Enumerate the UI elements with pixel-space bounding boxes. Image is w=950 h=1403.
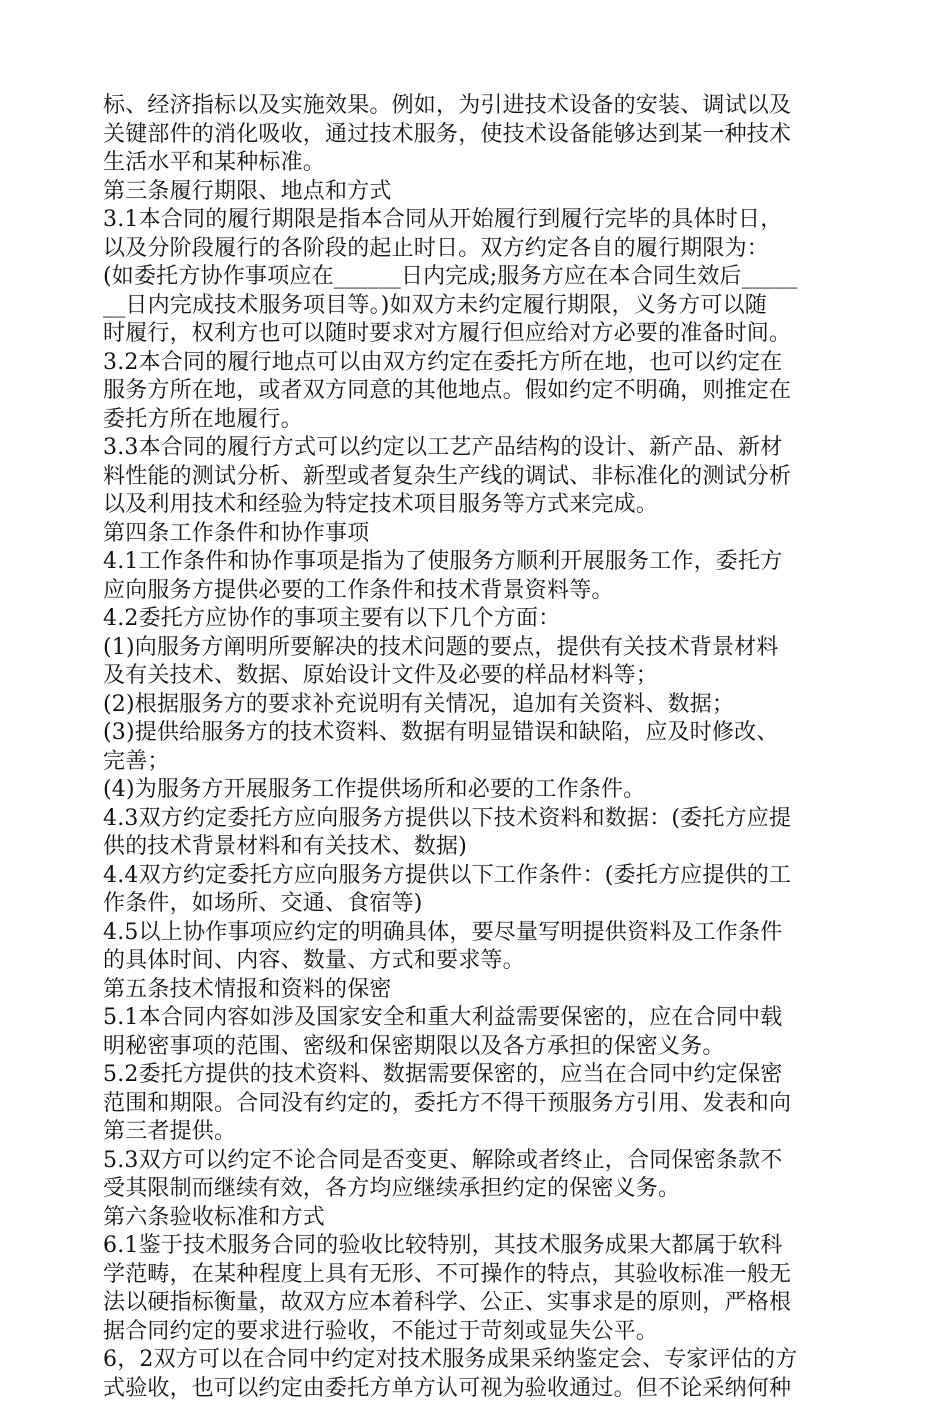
text-line: 的具体时间、内容、数量、方式和要求等。 [103, 947, 853, 976]
text-line: 4.3双方约定委托方应向服务方提供以下技术资料和数据：(委托方应提 [103, 805, 853, 834]
text-line: 应向服务方提供必要的工作条件和技术背景资料等。 [103, 577, 853, 606]
text-line: (如委托方协作事项应在______日内完成;服务方应在本合同生效后_____ [103, 263, 853, 292]
text-line: 5.2委托方提供的技术资料、数据需要保密的，应当在合同中约定保密 [103, 1061, 853, 1090]
text-line: 供的技术背景材料和有关技术、数据) [103, 833, 853, 862]
section-heading: 第四条工作条件和协作事项 [103, 520, 853, 549]
text-line: 受其限制而继续有效，各方均应继续承担约定的保密义务。 [103, 1175, 853, 1204]
text-line: 完善； [103, 748, 853, 777]
text-line: (4)为服务方开展服务工作提供场所和必要的工作条件。 [103, 776, 853, 805]
text-line: 委托方所在地履行。 [103, 406, 853, 435]
text-line: 生活水平和某种标准。 [103, 149, 853, 178]
text-line: __日内完成技术服务项目等。)如双方未约定履行期限，义务方可以随 [103, 292, 853, 321]
text-line: 以及利用技术和经验为特定技术项目服务等方式来完成。 [103, 491, 853, 520]
text-line: 5.3双方可以约定不论合同是否变更、解除或者终止，合同保密条款不 [103, 1147, 853, 1176]
text-line: 据合同约定的要求进行验收，不能过于苛刻或显失公平。 [103, 1318, 853, 1347]
text-line: 料性能的测试分析、新型或者复杂生产线的调试、非标准化的测试分析 [103, 463, 853, 492]
text-line: 标、经济指标以及实施效果。例如，为引进技术设备的安装、调试以及 [103, 92, 853, 121]
text-line: 关键部件的消化吸收，通过技术服务，使技术设备能够达到某一种技术 [103, 121, 853, 150]
text-line: (3)提供给服务方的技术资料、数据有明显错误和缺陷，应及时修改、 [103, 719, 853, 748]
text-line: 3.1本合同的履行期限是指本合同从开始履行到履行完毕的具体时日， [103, 206, 853, 235]
section-heading: 第五条技术情报和资料的保密 [103, 976, 853, 1005]
text-line: 3.2本合同的履行地点可以由双方约定在委托方所在地，也可以约定在 [103, 349, 853, 378]
text-line: 6.1鉴于技术服务合同的验收比较特别，其技术服务成果大都属于软科 [103, 1232, 853, 1261]
text-line: 4.1工作条件和协作事项是指为了使服务方顺利开展服务工作，委托方 [103, 548, 853, 577]
text-line: 法以硬指标衡量，故双方应本着科学、公正、实事求是的原则，严格根 [103, 1289, 853, 1318]
section-heading: 第三条履行期限、地点和方式 [103, 178, 853, 207]
text-line: 第三者提供。 [103, 1118, 853, 1147]
text-line: 作条件，如场所、交通、食宿等) [103, 890, 853, 919]
text-line: 4.4双方约定委托方应向服务方提供以下工作条件：(委托方应提供的工 [103, 862, 853, 891]
text-line: 及有关技术、数据、原始设计文件及必要的样品材料等； [103, 662, 853, 691]
text-line: (2)根据服务方的要求补充说明有关情况，追加有关资料、数据； [103, 691, 853, 720]
text-line: 6，2双方可以在合同中约定对技术服务成果采纳鉴定会、专家评估的方 [103, 1346, 853, 1375]
text-line: 以及分阶段履行的各阶段的起止时日。双方约定各自的履行期限为： [103, 235, 853, 264]
document-body [103, 92, 853, 1403]
text-line: 时履行，权利方也可以随时要求对方履行但应给对方必要的准备时间。 [103, 320, 853, 349]
text-line: 服务方所在地，或者双方同意的其他地点。假如约定不明确，则推定在 [103, 377, 853, 406]
text-line: 范围和期限。合同没有约定的，委托方不得干预服务方引用、发表和向 [103, 1090, 853, 1119]
text-line: 式验收，也可以约定由委托方单方认可视为验收通过。但不论采纳何种 [103, 1375, 853, 1403]
text-line: 3.3本合同的履行方式可以约定以工艺产品结构的设计、新产品、新材 [103, 434, 853, 463]
section-heading: 第六条验收标准和方式 [103, 1204, 853, 1233]
text-line: (1)向服务方阐明所要解决的技术问题的要点，提供有关技术背景材料 [103, 634, 853, 663]
text-line: 4.5以上协作事项应约定的明确具体，要尽量写明提供资料及工作条件 [103, 919, 853, 948]
text-line: 5.1本合同内容如涉及国家安全和重大利益需要保密的，应在合同中载 [103, 1004, 853, 1033]
text-line: 学范畴，在某种程度上具有无形、不可操作的特点，其验收标准一般无 [103, 1261, 853, 1290]
text-line: 明秘密事项的范围、密级和保密期限以及各方承担的保密义务。 [103, 1033, 853, 1062]
text-line: 4.2委托方应协作的事项主要有以下几个方面： [103, 605, 853, 634]
